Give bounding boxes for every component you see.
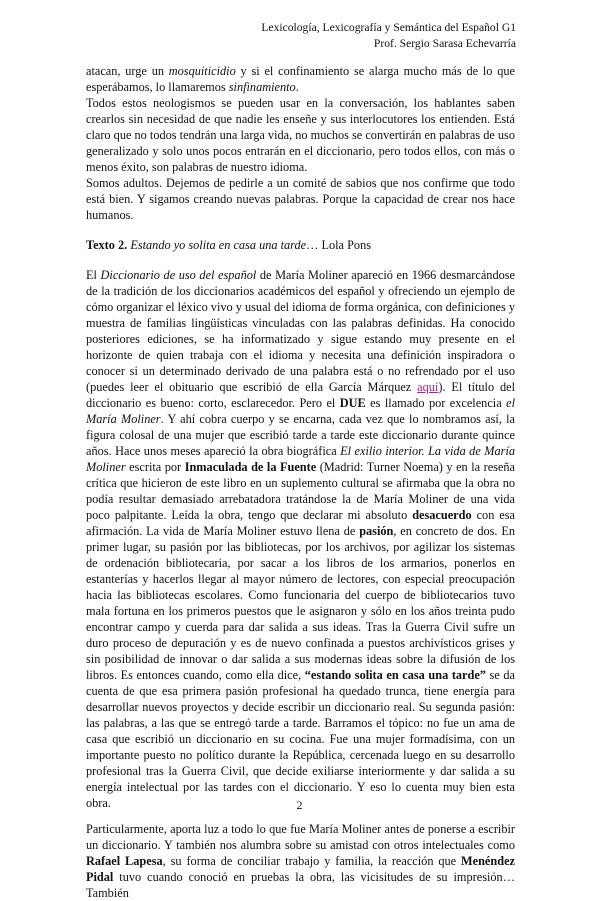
obituary-link[interactable]: aquí [417,380,439,394]
bold-term: Menéndez Pidal [86,854,515,884]
text-run: y si el confinamiento se alarga mucho más de lo que esperábamos, lo llamaremos [86,64,515,94]
heading-label: Texto 2. [86,238,128,252]
text-run: ). El título del diccionario es bueno: corto, esclarecedor. Pero el [86,380,516,410]
text-run: escrita por [125,460,185,474]
page-number: 2 [296,798,303,812]
paragraph-moliner [86,267,515,811]
text-run: , en concreto de dos. En primer lugar, su pasión por las bibliotecas, por los archivos, por agilizar los sistemas de ordenación bibliotecaria, por sacar a los libros de los armarios, ponerlos en estanterías y hacerlos llegar al mayor número de lectores, con especial preocupación hacia las bibliotecas escolares. Como funcionaria del cuerpo de bibliotecarios tuvo mala fortuna en los primeros puestos que le asignaron y sólo en los años treinta pudo encontrar campo y cuerda para dar salida a sus ideas. Tras la Guerra Civil sufre un duro proceso de depuración y es de nuevo confinada a puestos archivísticos grises y sin posibilidad de innovar o dar salida a sus modernas ideas sobre la difusión de los libros. Es entonces cuando, como ella dice, [86,524,515,682]
bold-term: Inmaculada de la Fuente [184,460,317,474]
heading-title: Estando yo solita en casa una tarde [130,238,307,252]
header-course: Lexicología, Lexicografía y Semántica del Español G1 [261,21,516,34]
paragraph-neologisms-usage: Todos estos neologismos se pueden usar en la conversación, los hablantes saben crearlos sin necesidad de que nadie les enseñe y sus interlocutores los entienden. Está claro que no todos tendrán una larga vida, no muchos se convertirán en palabras de uso generalizado y solo unos pocos entrarán en el diccionario, pero todos ellos, con más o menos éxito, son palabras de nuestro idioma. [86,96,515,174]
header-professor: Prof. Sergio Sarasa Echevarría [373,37,516,50]
paragraph-neologisms-end [86,63,515,95]
bold-term: pasión [359,524,394,538]
italic-term: sinfinamiento [228,80,296,94]
text-run: tuvo cuando conoció en pruebas la obra, las vicisitudes de su impresión… También [86,870,515,900]
text-run: , su forma de conciliar trabajo y familia, la reacción que [162,854,462,868]
text-run: . [295,80,299,94]
text-run: se da cuenta de que esa primera pasión profesional ha quedado trunca, tiene energía para desarrollar nuevos proyectos y decide escribir un diccionario real. Su segunda pasión: las palabras, a las que se entregó tarde a tarde. Barramos el tópico: no fue un ama de casa que escribió un diccionario en su cocina. Fue una mujer formadísima, con un importante puesto no político durante la República, cercenada luego en su desarrollo profesional tras la Guerra Civil, que decide exiliarse interiormente y dar salida a su energía intelectual por las tardes con el diccionario. Y eso lo cuenta muy bien esta obra. [86,668,515,810]
text-run: (Madrid: Turner Noema) y en la reseña crítica que hicieron de este libro en un suplemento cultural se afirmaba que la obra no podía resultar demasiado arrebatadora tratándose la de María Moliner de una vida poco palpitante. Leída la obra, tengo que declarar mi absoluto [86,460,516,522]
heading-author: … Lola Pons [306,238,372,252]
text-run: Particularmente, aporta luz a todo lo que fue María Moliner antes de ponerse a escribir un diccionario. Y también nos alumbra sobre su amistad con otros intelectuales como [86,822,515,852]
italic-title: Diccionario de uso del español [100,268,257,282]
bold-term: Rafael Lapesa [86,854,163,868]
bold-quote: “estando solita en casa una tarde” [304,668,486,682]
italic-title: El exilio interior. La vida de María Moliner [86,444,516,474]
italic-term: mosquiticidio [168,64,236,78]
paragraph-adults: Somos adultos. Dejemos de pedirle a un comité de sabios que nos confirme que todo está bien. Y sigamos creando nuevas palabras. Porque la capacidad de crear nos hace humanos. [86,176,515,222]
document-body [86,63,515,901]
page-header [261,20,516,52]
bold-term: DUE [339,396,366,410]
text-run: con esa afirmación. La vida de María Moliner estuvo llena de [86,508,516,538]
bold-term: desacuerdo [412,508,472,522]
text-run: . Y ahí cobra cuerpo y se encarna, cada vez que lo nombramos así, la figura colosal de una mujer que escribió tarde a tarde este diccionario durante quince años. Hace unos meses apareció la obra biográfica [86,412,516,458]
text-run: es llamado por excelencia [365,396,507,410]
text-run: El [86,268,101,282]
text-2-heading [86,237,515,253]
italic-term: el María Moliner [86,396,515,426]
text-run: de María Moliner apareció en 1966 desmarcándose de la tradición de los diccionarios académicos del español y ofreciendo un ejemplo de cómo organizar el léxico vivo y usual del idioma de forma orgánica, con definiciones y muestra de familias lingüísticas vinculadas con las palabras definidas. Ha conocido posteriores ediciones, se ha informatizado y sigue estando muy presente en el horizonte de quien trabaja con el idioma y necesita una definición inspiradora o conocer si un determinado derivado de una palabra está o no refrendado por el uso (puedes leer el obituario que escribió de ella García Márquez [86,268,515,394]
paragraph-particularly [86,821,515,901]
text-run: atacan, urge un [86,64,169,78]
